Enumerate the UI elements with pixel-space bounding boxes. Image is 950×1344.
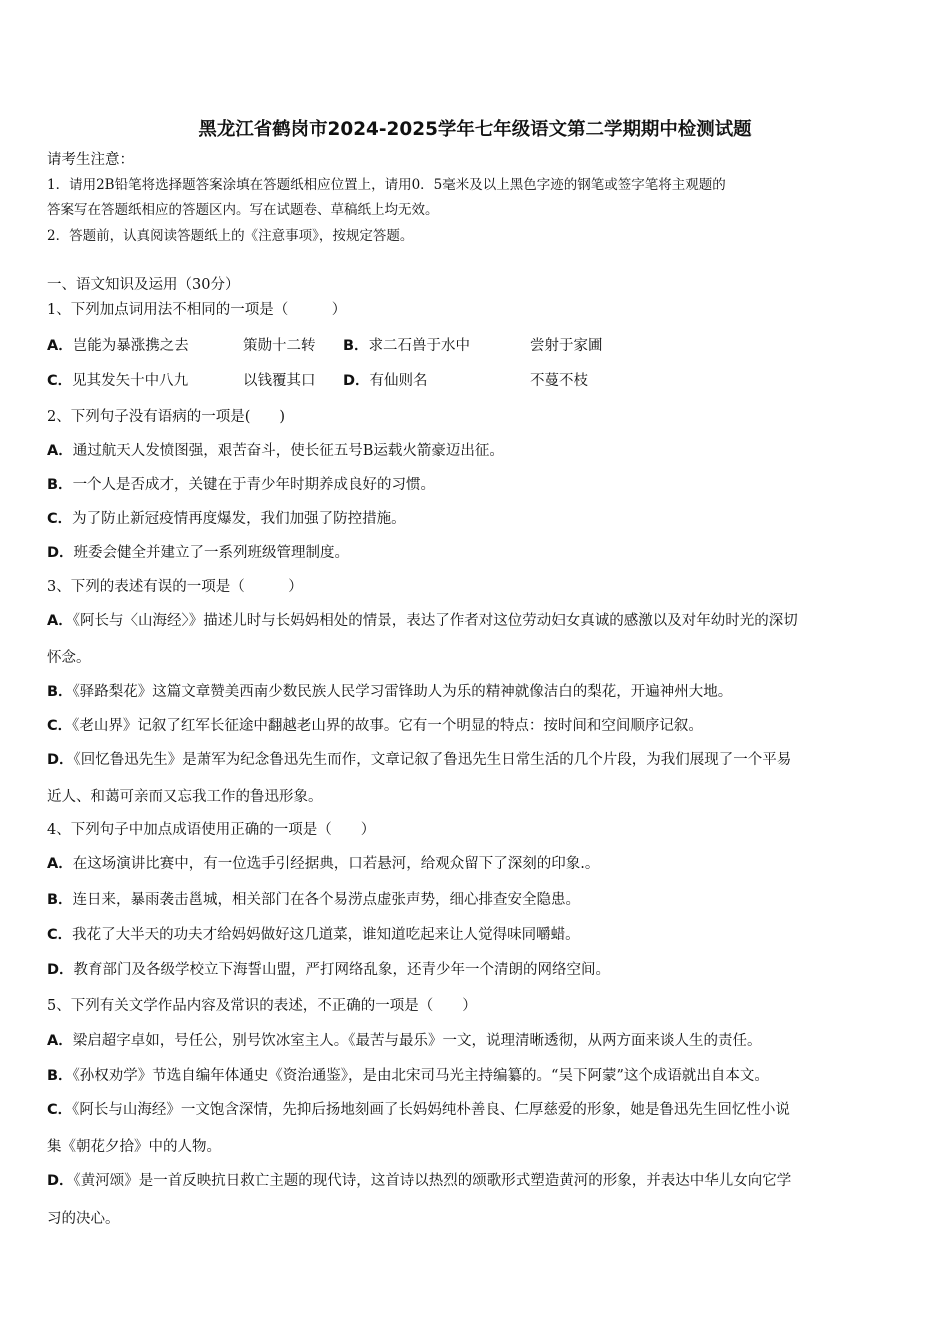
- option-label: A．: [47, 1033, 73, 1049]
- notice-heading: 请考生注意：: [47, 152, 134, 168]
- q4-option-b: [47, 893, 580, 908]
- q5-option-d-cont: 习的决心。: [47, 1211, 120, 1227]
- option-label: A．: [47, 338, 73, 354]
- page-title: 黑龙江省鹤岗市2024-2025学年七年级语文第二学期期中检测试题: [198, 119, 752, 140]
- notice-item1-line1: 1．请用2B铅笔将选择题答案涂填在答题纸相应位置上，请用0．5毫米及以上黑色字迹的钢笔或签字笔将主观题的: [47, 177, 726, 193]
- q1-option-b-second: 尝射于家圃: [530, 338, 603, 354]
- q1-option-c: [47, 374, 188, 389]
- option-text: 岂能为暴涨携之去: [72, 338, 189, 354]
- option-label: A．: [47, 613, 73, 629]
- option-label: D．: [47, 545, 74, 561]
- q3-option-d: [47, 753, 791, 768]
- option-label: D．: [47, 962, 74, 978]
- option-label: D．: [343, 373, 370, 389]
- option-text: 一个人是否成才，关键在于青少年时期养成良好的习惯。: [72, 477, 436, 493]
- q3-option-d-cont: 近人、和蔼可亲而又忘我工作的鲁迅形象。: [47, 789, 323, 805]
- q4-option-a: [47, 857, 599, 872]
- q1-stem: 1、下列加点词用法不相同的一项是（ ）: [47, 302, 347, 318]
- q3-option-b: [47, 685, 732, 700]
- q4-stem: 4、下列句子中加点成语使用正确的一项是（ ）: [47, 822, 376, 838]
- option-text: 我花了大半天的功夫才给妈妈做好这几道菜，谁知道吃起来让人觉得味同嚼蜡。: [72, 927, 580, 943]
- option-label: B．: [343, 338, 369, 354]
- q5-stem: 5、下列有关文学作品内容及常识的表述，不正确的一项是（ ）: [47, 998, 477, 1014]
- q5-option-c-cont: 集《朝花夕拾》中的人物。: [47, 1139, 221, 1155]
- option-label: A．: [47, 443, 73, 459]
- notice-item1-line2: 答案写在答题纸相应的答题区内。写在试题卷、草稿纸上均无效。: [47, 202, 439, 218]
- section-heading: 一、语文知识及运用（30分）: [47, 277, 240, 293]
- option-label: B．: [47, 1068, 73, 1084]
- q4-option-c: [47, 928, 580, 943]
- option-text: 《驿路梨花》这篇文章赞美西南少数民族人民学习雷锋助人为乐的精神就像洁白的梨花，开遍神州大地。: [72, 684, 733, 700]
- option-text: 班委会健全并建立了一系列班级管理制度。: [73, 545, 350, 561]
- option-text: 在这场演讲比赛中，有一位选手引经据典，口若悬河，给观众留下了深刻的印象.。: [72, 856, 600, 872]
- q5-option-d: [47, 1174, 791, 1189]
- option-text: 教育部门及各级学校立下海誓山盟，严打网络乱象，还青少年一个清朗的网络空间。: [73, 962, 611, 978]
- option-text: 《孙权劝学》节选自编年体通史《资治通鉴》，是由北宋司马光主持编纂的。“吴下阿蒙”这个成语就出自本文。: [72, 1068, 769, 1084]
- q1-option-a-second: 策勋十二转: [243, 338, 316, 354]
- option-label: C．: [47, 1102, 73, 1118]
- q2-option-b: [47, 478, 435, 493]
- q1-option-d-second: 不蔓不枝: [530, 373, 588, 389]
- option-text: 《回忆鲁迅先生》是萧军为纪念鲁迅先生而作，文章记叙了鲁迅先生日常生活的几个片段，为我们展现了一个平易: [73, 752, 792, 768]
- option-text: 梁启超字卓如，号任公，别号饮冰室主人。《最苦与最乐》一文，说理清晰透彻，从两方面来谈人生的责任。: [72, 1033, 762, 1049]
- q5-option-a: [47, 1034, 761, 1049]
- option-label: C．: [47, 373, 73, 389]
- option-text: 《阿长与山海经》一文饱含深情，先抑后扬地刻画了长妈妈纯朴善良、仁厚慈爱的形象，她是鲁迅先生回忆性小说: [72, 1102, 790, 1118]
- option-label: B．: [47, 892, 73, 908]
- option-text: 《老山界》记叙了红军长征途中翻越老山界的故事。它有一个明显的特点：按时间和空间顺序记叙。: [72, 718, 703, 734]
- q1-option-b: [343, 339, 470, 354]
- option-text: 《黄河颂》是一首反映抗日救亡主题的现代诗，这首诗以热烈的颂歌形式塑造黄河的形象，并表达中华儿女向它学: [73, 1173, 792, 1189]
- option-text: 见其发矢十中八九: [72, 373, 189, 389]
- option-text: 通过航天人发愤图强，艰苦奋斗，使长征五号B运载火箭豪迈出征。: [72, 443, 504, 459]
- q1-option-c-second: 以钱覆其口: [243, 373, 316, 389]
- q3-stem: 3、下列的表述有误的一项是（ ）: [47, 579, 303, 595]
- q3-option-c: [47, 719, 703, 734]
- option-label: B．: [47, 477, 73, 493]
- option-label: C．: [47, 511, 73, 527]
- q5-option-b: [47, 1069, 769, 1084]
- q1-option-d: [343, 374, 428, 389]
- option-label: A．: [47, 856, 73, 872]
- q2-option-d: [47, 546, 349, 561]
- q4-option-d: [47, 963, 610, 978]
- q3-option-a: [47, 614, 798, 629]
- option-text: 《阿长与〈山海经〉》描述儿时与长妈妈相处的情景，表达了作者对这位劳动妇女真诚的感激以及对年幼时光的深切: [72, 613, 798, 629]
- option-text: 求二石兽于水中: [368, 338, 471, 354]
- q5-option-c: [47, 1103, 790, 1118]
- q2-option-c: [47, 512, 406, 527]
- q2-option-a: [47, 444, 504, 459]
- q1-option-a: [47, 339, 189, 354]
- q2-stem: 2、下列句子没有语病的一项是( ): [47, 409, 286, 425]
- option-text: 连日来，暴雨袭击邕城，相关部门在各个易涝点虚张声势，细心排查安全隐患。: [72, 892, 581, 908]
- option-text: 有仙则名: [369, 373, 428, 389]
- option-label: D．: [47, 752, 74, 768]
- option-label: B．: [47, 684, 73, 700]
- option-text: 为了防止新冠疫情再度爆发，我们加强了防控措施。: [72, 511, 406, 527]
- option-label: C．: [47, 718, 73, 734]
- option-label: C．: [47, 927, 73, 943]
- q3-option-a-cont: 怀念。: [47, 650, 91, 666]
- notice-item2: 2．答题前，认真阅读答题纸上的《注意事项》，按规定答题。: [47, 228, 414, 244]
- option-label: D．: [47, 1173, 74, 1189]
